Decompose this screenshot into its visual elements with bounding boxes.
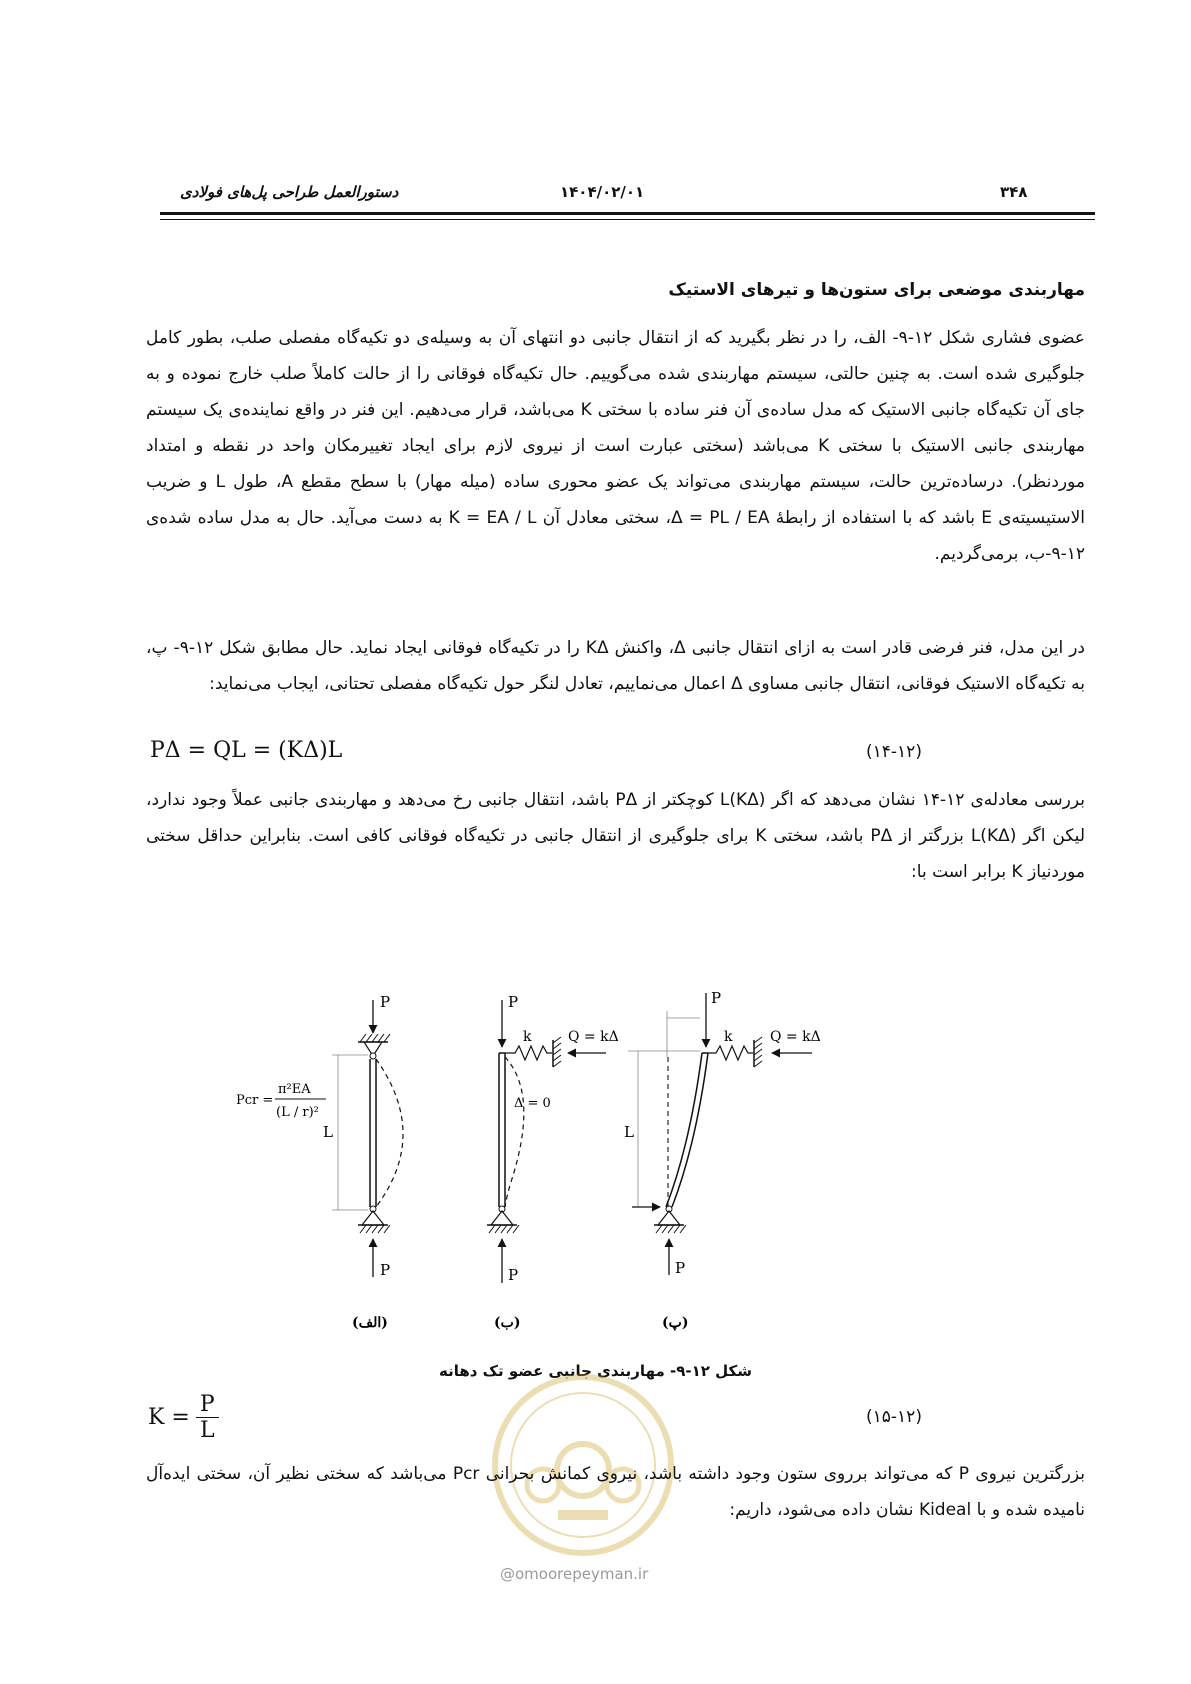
header-title: دستورالعمل طراحی پل‌های فولادی	[180, 183, 399, 201]
panel-b-q-label: Q = kΔ	[568, 1029, 619, 1045]
paragraph-1: عضوی فشاری شکل ۱۲-۹- الف، را در نظر بگیرید که از انتقال جانبی دو انتهای آن به وسیله‌ی دو تکیه‌گاه مفصلی صلب، بطور کامل جلوگیری شده است. به چنین حالتی، سیستم مهاربندی شده می‌گوییم. حال تکیه‌گاه فوقانی را از حالت کاملاً صلب خارج نموده و به جای آن تکیه‌گاه جانبی الاستیک که مدل ساده‌ی آن فنر ساده با سختی K می‌باشد، قرار می‌دهیم. این فنر در واقع نماینده‌ی یک سیستم مهاربندی جانبی الاستیک با سختی K می‌باشد (سختی عبارت است از نیروی لازم برای ایجاد تغییرمکان واحد در نقطه و امتداد موردنظر). درساده‌ترین حالت، سیستم مهاربندی می‌تواند یک عضو محوری ساده (میله مهار) با سطح مقطع A، طول L و ضریب الاستیسیته‌ی E باشد که با استفاده از رابطهٔ Δ = PL / EA، سختی معادل آن K = EA / L به دست می‌آید. حال به مدل ساده شده‌ی ۱۲-۹-ب، برمی‌گردیم.	[146, 328, 1085, 564]
figure-caption: شکل ۱۲-۹- مهاربندی جانبی عضو تک دهانه	[438, 1362, 752, 1380]
equation-14-12-number: (۱۴-۱۲)	[866, 742, 922, 762]
panel-c-top-load-label: P	[711, 989, 722, 1007]
panel-c-bottom-load-label: P	[675, 1259, 686, 1277]
equation-14-12: PΔ = QL = (KΔ)L	[150, 738, 343, 763]
panel-b-bottom-load-label: P	[508, 1266, 519, 1284]
panel-c-length-label: L	[624, 1123, 634, 1141]
paragraph-4: بزرگترین نیروی P که می‌تواند برروی ستون وجود داشته باشد، نیروی کمانش بحرانی Pcr می‌باشد که سختی نظیر آن، سختی ایده‌آل نامیده شده و با Kideal نشان داده می‌شود، داریم:	[146, 1464, 1085, 1520]
panel-c	[624, 989, 821, 1331]
panel-a	[236, 993, 403, 1331]
header-rule-thin	[160, 219, 1095, 220]
panel-b-top-load-label: P	[508, 993, 519, 1011]
panel-b-label: (ب)	[494, 1315, 521, 1331]
pcr-denominator: (L / r)²	[276, 1105, 319, 1120]
panel-b-delta-label: Δ = 0	[514, 1096, 551, 1111]
watermark-site: @omoorepeyman.ir	[500, 1565, 649, 1583]
paragraph-2: در این مدل، فنر فرضی قادر است به ازای انتقال جانبی Δ، واکنش KΔ را در تکیه‌گاه فوقانی ایجاد نماید. حال مطابق شکل ۱۲-۹- پ، به تکیه‌گاه الاستیک فوقانی، انتقال جانبی مساوی Δ اعمال می‌نماییم، تعادل لنگر حول تکیه‌گاه مفصلی تحتانی، ایجاب می‌نماید:	[146, 638, 1085, 694]
panel-a-label: (الف)	[352, 1315, 388, 1331]
equation-15-12-denominator: L	[199, 1418, 215, 1443]
panel-a-bottom-load-label: P	[380, 1261, 391, 1279]
equation-15-12-fraction	[196, 1392, 219, 1443]
equation-15-12-lhs: K =	[148, 1405, 190, 1430]
panel-c-label: (پ)	[662, 1315, 689, 1331]
panel-b-spring-label: k	[523, 1029, 532, 1045]
equation-15-12-number: (۱۵-۱۲)	[866, 1407, 922, 1427]
panel-c-spring-label: k	[724, 1029, 733, 1045]
panel-b	[487, 993, 619, 1331]
lateral-bracing-figure	[236, 985, 920, 1340]
page-number: ۳۴۸	[1000, 183, 1028, 201]
pcr-lhs: Pcr =	[236, 1093, 274, 1108]
paragraph-3: بررسی معادله‌ی ۱۲-۱۴ نشان می‌دهد که اگر (KΔ)L کوچکتر از PΔ باشد، انتقال جانبی رخ می‌دهد و مهاربندی جانبی عملاً وجود ندارد، لیکن اگر (KΔ)L بزرگتر از PΔ باشد، سختی K برای جلوگیری از انتقال جانبی در تکیه‌گاه فوقانی کافی است. بنابراین حداقل سختی موردنیاز K برابر است با:	[146, 790, 1085, 882]
panel-a-length-label: L	[323, 1123, 333, 1141]
panel-c-q-label: Q = kΔ	[770, 1029, 821, 1045]
header-rule	[160, 212, 1095, 215]
section-heading: مهاربندی موضعی برای ستون‌ها و تیرهای الاستیک	[668, 280, 1085, 300]
pcr-numerator: π²EA	[278, 1082, 311, 1097]
equation-15-12-numerator: P	[196, 1392, 219, 1418]
header-date: ۱۴۰۴/۰۲/۰۱	[560, 183, 645, 201]
equation-15-12	[148, 1392, 219, 1443]
panel-a-top-load-label: P	[380, 993, 391, 1011]
